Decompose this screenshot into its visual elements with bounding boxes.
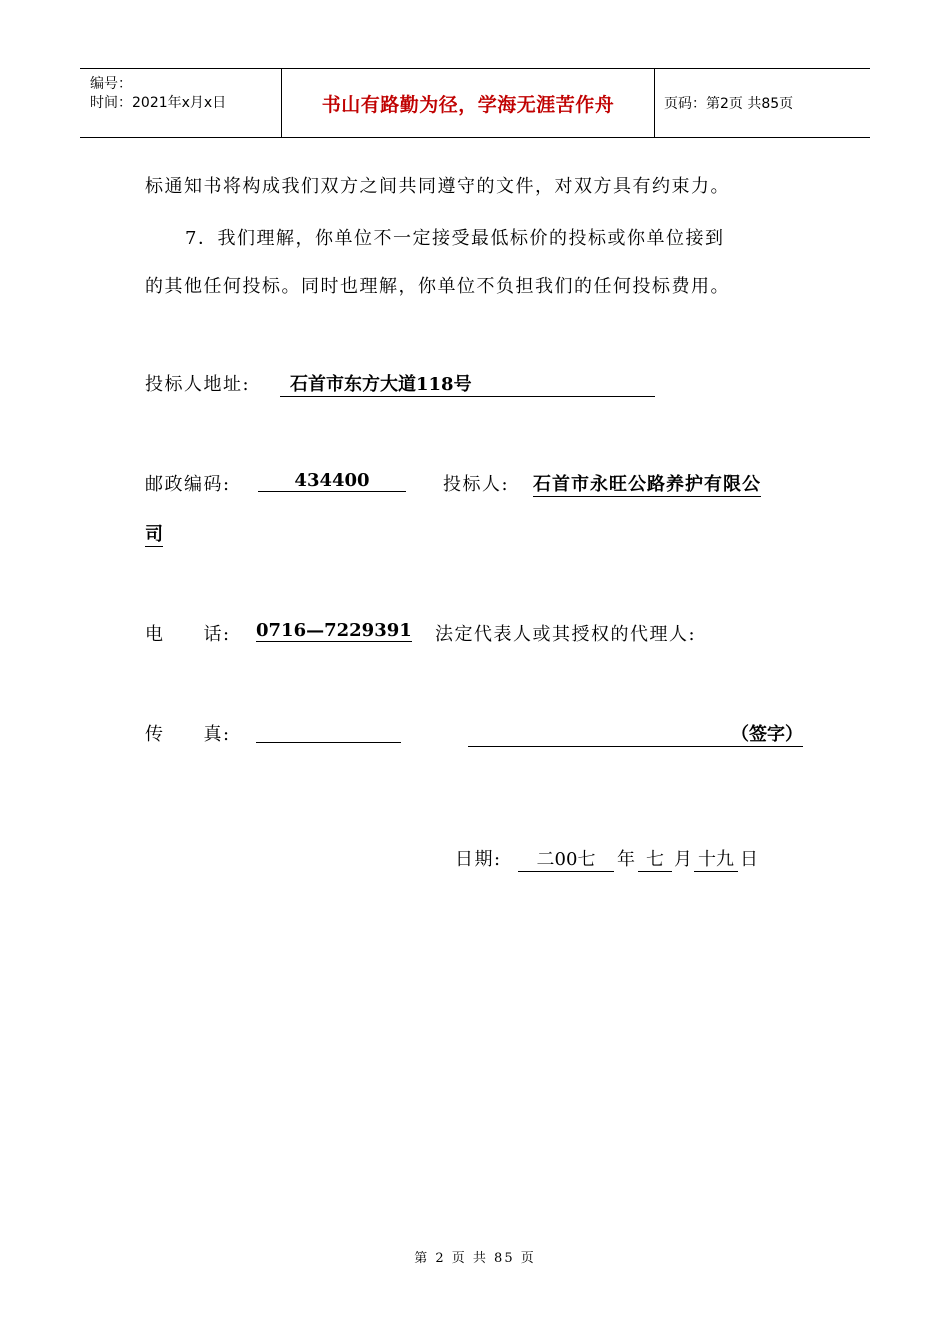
paragraph-7-line-2: 的其他任何投标。同时也理解，你单位不负担我们的任何投标费用。	[145, 276, 730, 297]
phone-value: 0716—7229391	[256, 620, 412, 641]
page-header	[80, 68, 870, 138]
date-year: 二00七	[518, 845, 614, 872]
postcode-label: 邮政编码:	[145, 474, 231, 495]
header-page-info: 页码：第2页 共85页	[664, 96, 794, 112]
bidder-value-continuation: 司	[145, 520, 163, 547]
date-month-unit: 月	[674, 849, 694, 870]
bidder-value: 石首市永旺公路养护有限公	[533, 470, 761, 497]
date-day-unit: 日	[740, 849, 760, 870]
address-value: 石首市东方大道118号	[280, 370, 655, 397]
date-year-unit: 年	[617, 849, 637, 870]
header-motto: 书山有路勤为径，学海无涯苦作舟	[321, 93, 615, 116]
postcode-value: 434400	[258, 470, 406, 492]
serial-label: 编号：	[90, 76, 132, 92]
signature-field: （签字）	[468, 720, 803, 747]
date-day: 十九	[694, 845, 738, 872]
header-motto-cell	[281, 69, 655, 137]
paragraph-continuation: 标通知书将构成我们双方之间共同遵守的文件，对双方具有约束力。	[145, 176, 730, 197]
date-label: 日期:	[455, 849, 502, 870]
fax-label: 传 真:	[145, 724, 231, 745]
address-label: 投标人地址:	[145, 374, 251, 395]
representative-label: 法定代表人或其授权的代理人:	[435, 624, 697, 645]
paragraph-7-line-1: 7．我们理解，你单位不一定接受最低标价的投标或你单位接到	[185, 228, 725, 249]
phone-label: 电 话:	[145, 624, 231, 645]
time-label: 时间：2021年x月x日	[90, 95, 227, 111]
fax-value	[256, 720, 401, 743]
date-month: 七	[638, 845, 672, 872]
page-footer: 第 2 页 共 85 页	[414, 1251, 536, 1266]
bidder-label: 投标人:	[443, 474, 510, 495]
header-meta	[80, 69, 280, 137]
